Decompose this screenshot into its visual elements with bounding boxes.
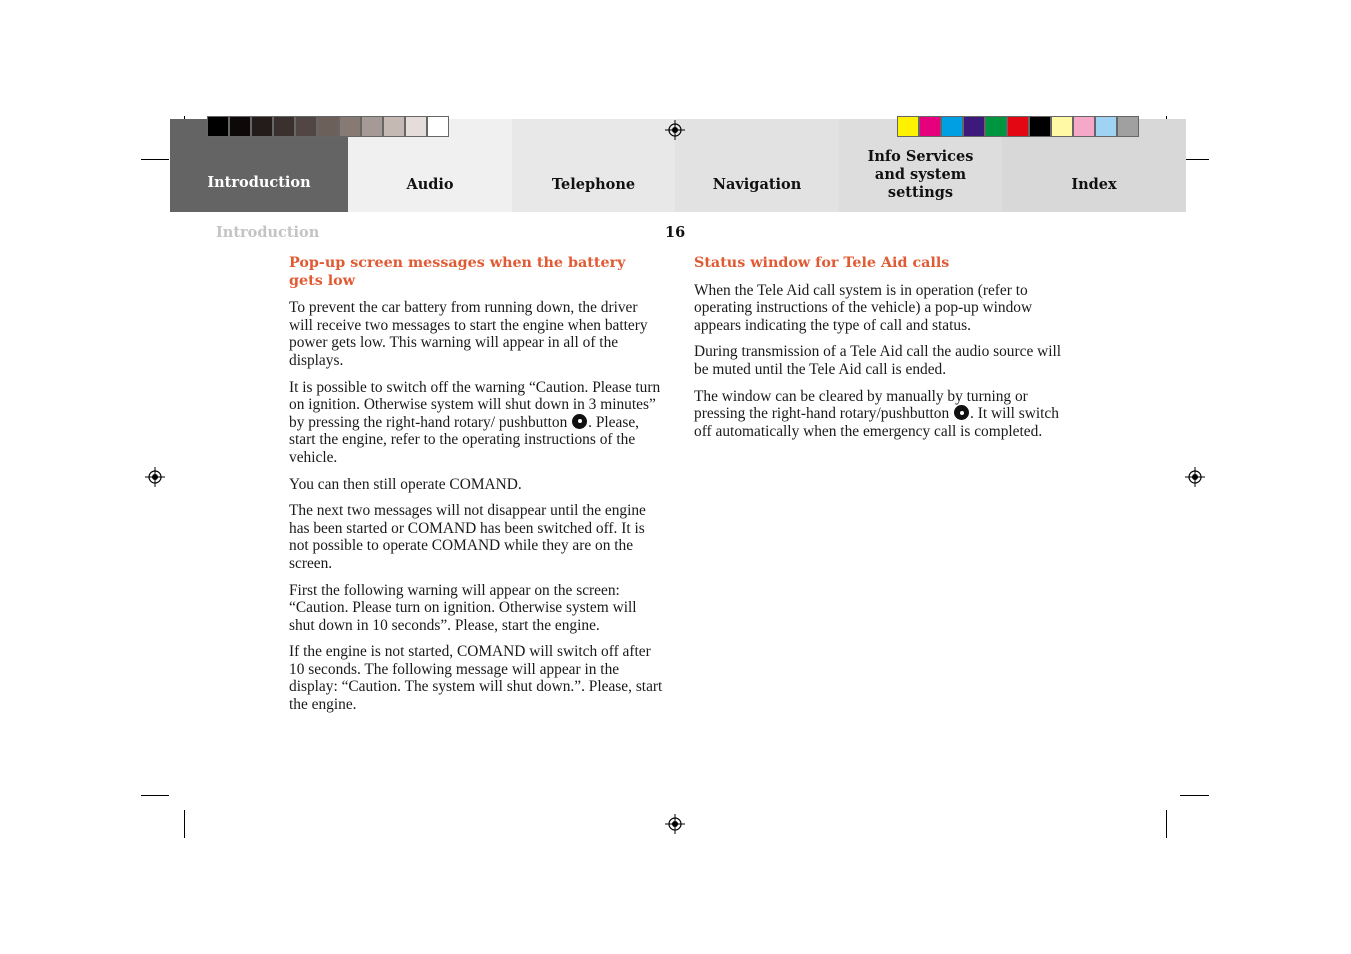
paragraph: When the Tele Aid call system is in operation (refer to operating instructions of the vehicle) a pop-up window appears indicating the type of call and status. (694, 281, 1033, 334)
tab-telephone[interactable] (512, 119, 675, 212)
right-column (694, 255, 1069, 449)
tab-introduction-label: Introduction (207, 174, 311, 191)
battery-messages-heading: Pop-up screen messages when the battery gets low (289, 255, 626, 289)
grayscale-swatch (229, 116, 251, 137)
paragraph-with-knob (289, 379, 664, 467)
paragraph-text: The window can be cleared by manually by turning or pressing the right-hand rotary/pushbutton (694, 387, 1028, 423)
paragraph: If the engine is not started, COMAND will switch off after 10 seconds. The following message will appear in the display: “Caution. The system will shut down.”. Please, start the engine. (289, 643, 663, 714)
tele-aid-status-heading: Status window for Tele Aid calls (694, 255, 950, 271)
grayscale-swatch (383, 116, 405, 137)
crop-mark-br-v (1166, 810, 1167, 838)
process-color-swatch (941, 116, 963, 137)
grayscale-swatch (295, 116, 317, 137)
paragraph-text: . Please, start the engine, refer to the operating instructions of the vehicle. (289, 413, 640, 466)
process-color-swatch (1029, 116, 1051, 137)
tab-index-label: Index (1071, 176, 1117, 193)
process-color-swatch (1117, 116, 1139, 137)
paragraph: During transmission of a Tele Aid call the audio source will be muted until the Tele Aid call is ended. (694, 343, 1062, 378)
left-column (289, 255, 664, 723)
registration-mark-right (1185, 467, 1205, 487)
rotary-pushbutton-icon (572, 414, 587, 429)
grayscale-swatch (361, 116, 383, 137)
process-color-swatch (1095, 116, 1117, 137)
registration-mark-bottom (665, 814, 685, 834)
paragraph-text: It is possible to switch off the warning “Caution. Please turn on ignition. Otherwise system will shut down in 3 minutes” by pressing the right-hand rotary/ pushbutton (289, 378, 661, 431)
grayscale-swatch (273, 116, 295, 137)
tab-info-services-label: Info Services and system settings (867, 148, 974, 201)
grayscale-swatch (405, 116, 427, 137)
grayscale-swatch (251, 116, 273, 137)
crop-mark-tl-h (141, 159, 169, 160)
paragraph: The next two messages will not disappear until the engine has been started or COMAND has been switched off. It is not possible to operate COMAND while they are on the screen. (289, 502, 646, 572)
process-color-bar (897, 116, 1139, 137)
page-number: 16 (665, 224, 686, 241)
process-color-swatch (1007, 116, 1029, 137)
paragraph-text: . It will switch off automatically when the emergency call is completed. (694, 405, 1059, 440)
paragraph: First the following warning will appear on the screen: “Caution. Please turn on ignition. Otherwise system will shut down in 10 seconds”. Please, start the engine. (289, 581, 637, 634)
crop-mark-bl-v (184, 810, 185, 838)
tab-audio-label: Audio (406, 176, 454, 193)
tab-navigation-label: Navigation (712, 176, 802, 193)
grayscale-swatch (317, 116, 339, 137)
crop-mark-br-h (1180, 795, 1209, 796)
paragraph-with-knob (694, 388, 1069, 441)
tab-navigation[interactable] (675, 119, 839, 212)
registration-mark-left (145, 467, 165, 487)
crop-mark-bl-h (141, 795, 169, 796)
paragraph: To prevent the car battery from running down, the driver will receive two messages to start the engine when battery power gets low. This warning will appear in all of the displays. (289, 299, 648, 369)
grayscale-swatch (427, 116, 449, 137)
grayscale-color-bar (207, 116, 449, 137)
process-color-swatch (985, 116, 1007, 137)
tab-telephone-label: Telephone (551, 176, 636, 193)
process-color-swatch (897, 116, 919, 137)
process-color-swatch (1073, 116, 1095, 137)
rotary-pushbutton-icon (954, 405, 969, 420)
process-color-swatch (963, 116, 985, 137)
paragraph: You can then still operate COMAND. (289, 475, 522, 493)
grayscale-swatch (339, 116, 361, 137)
process-color-swatch (919, 116, 941, 137)
grayscale-swatch (207, 116, 229, 137)
process-color-swatch (1051, 116, 1073, 137)
registration-mark-top (665, 120, 685, 140)
running-section-label: Introduction (216, 224, 320, 241)
